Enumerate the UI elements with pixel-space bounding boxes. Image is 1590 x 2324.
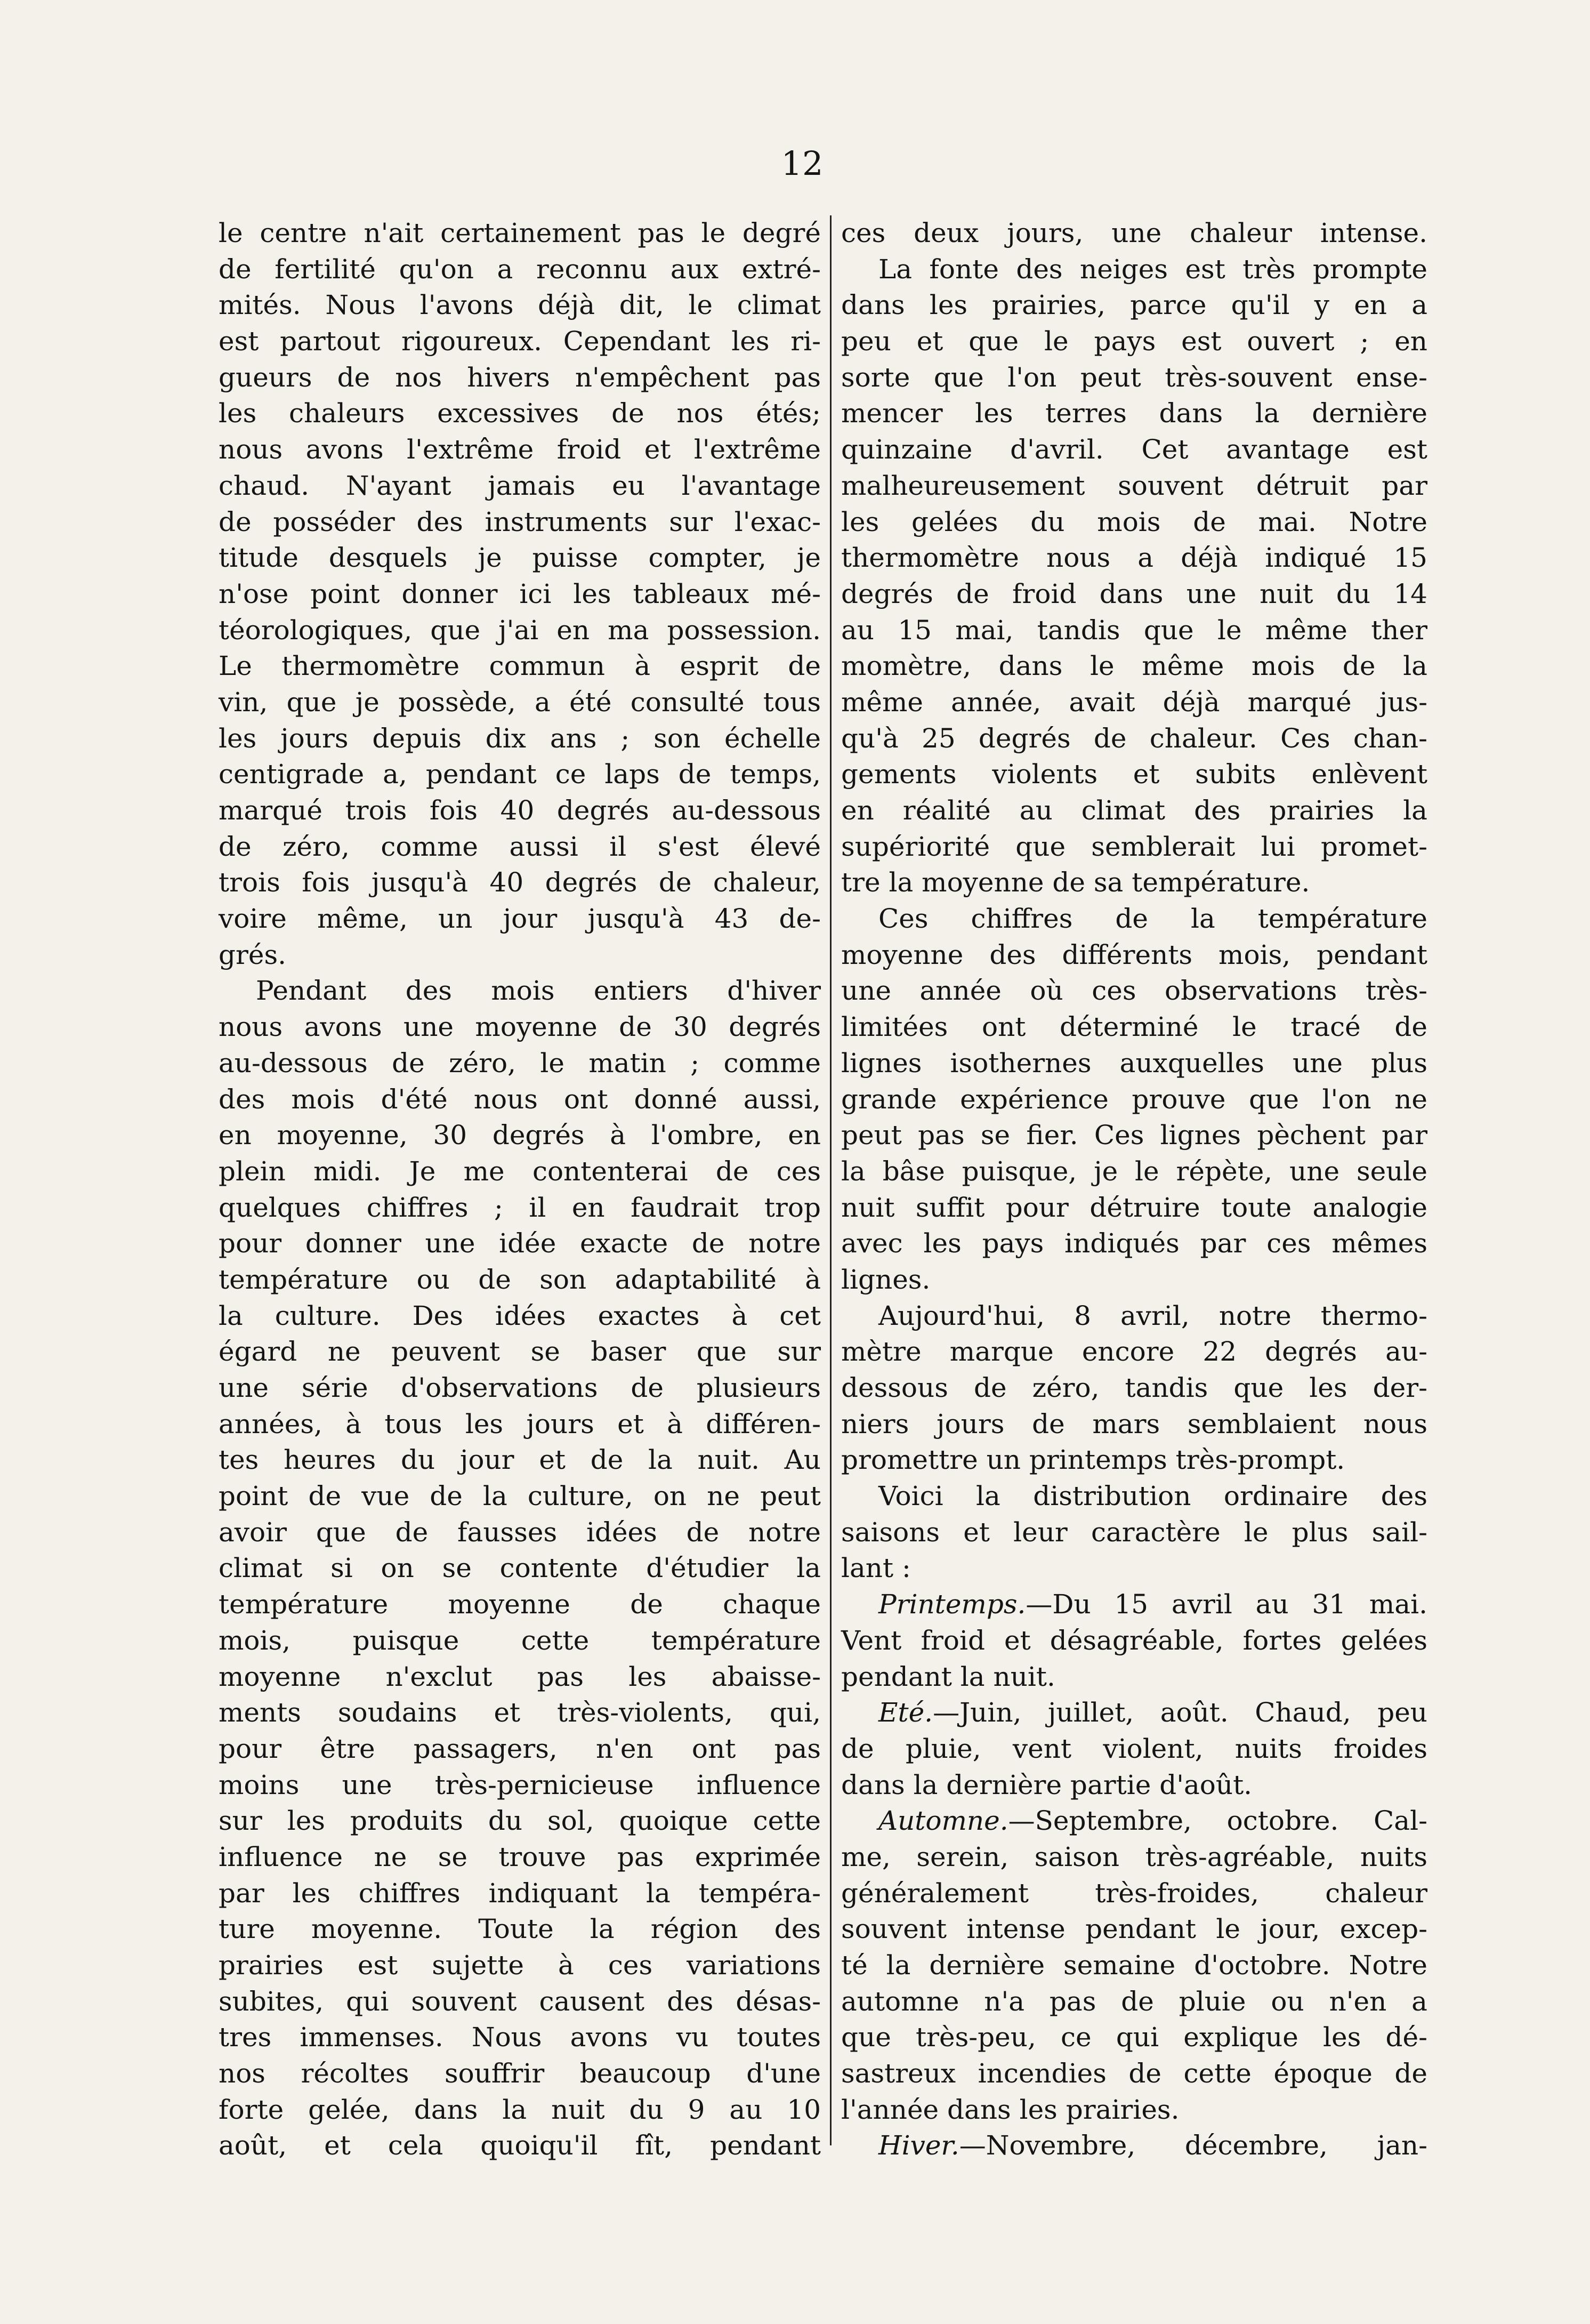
text-line: ture moyenne. Toute la région des: [219, 1913, 821, 1945]
text-line: de posséder des instruments sur l'exac-: [219, 506, 821, 537]
text-line: ments soudains et très-violents, qui,: [219, 1697, 821, 1728]
season-name: Hiver.: [878, 2130, 959, 2161]
text-line: de fertilité qu'on a reconnu aux extré-: [219, 253, 821, 285]
text-line: pour donner une idée exacte de notre: [219, 1228, 821, 1259]
left-column: [219, 215, 821, 2164]
text-line: forte gelée, dans la nuit du 9 au 10: [219, 2094, 821, 2125]
text-line: quelques chiffres ; il en faudrait trop: [219, 1192, 821, 1223]
text-line: en réalité au climat des prairies la: [841, 795, 1427, 826]
text-line: de pluie, vent violent, nuits froides: [841, 1733, 1427, 1764]
season-line: [841, 1803, 1427, 1839]
text-line: malheureusement souvent détruit par: [841, 470, 1427, 501]
text-line: la culture. Des idées exactes à cet: [219, 1300, 821, 1331]
text-line: peut pas se fier. Ces lignes pèchent par: [841, 1120, 1427, 1151]
text-line: souvent intense pendant le jour, excep-: [841, 1913, 1427, 1945]
text-line: Voici la distribution ordinaire des: [878, 1481, 1427, 1512]
text-line: gements violents et subits enlèvent: [841, 759, 1427, 790]
text-line: égard ne peuvent se baser que sur: [219, 1336, 821, 1368]
text-line: que très-peu, ce qui explique les dé-: [841, 2022, 1427, 2053]
season-line: [841, 1695, 1427, 1731]
text-line: niers jours de mars semblaient nous: [841, 1408, 1427, 1440]
text-line: thermomètre nous a déjà indiqué 15: [841, 542, 1427, 574]
text-line: voire même, un jour jusqu'à 43 de-: [219, 903, 821, 935]
text-line: au 15 mai, tandis que le même ther: [841, 614, 1427, 646]
text-line: supériorité que semblerait lui promet-: [841, 831, 1427, 862]
text-line: les chaleurs excessives de nos étés;: [219, 398, 821, 429]
text-line: la bâse puisque, je le répète, une seule: [841, 1155, 1427, 1187]
text-line: sastreux incendies de cette époque de: [841, 2058, 1427, 2089]
text-line: dans la dernière partie d'août.: [841, 1769, 1253, 1800]
text-line: par les chiffres indiquant la tempéra-: [219, 1877, 821, 1909]
text-line: nous avons une moyenne de 30 degrés: [219, 1011, 821, 1043]
text-line: La fonte des neiges est très prompte: [878, 253, 1427, 285]
text-line: les gelées du mois de mai. Notre: [841, 506, 1427, 537]
text-line: moyenne des différents mois, pendant: [841, 939, 1427, 970]
text-line: de zéro, comme aussi il s'est élevé: [219, 831, 821, 862]
text-line: une série d'observations de plusieurs: [219, 1372, 821, 1403]
text-line: n'ose point donner ici les tableaux mé-: [219, 578, 821, 609]
season-line: [841, 2128, 1427, 2164]
text-line: Ces chiffres de la température: [878, 903, 1427, 935]
text-line: nuit suffit pour détruire toute analogie: [841, 1192, 1427, 1223]
text-line: automne n'a pas de pluie ou n'en a: [841, 1985, 1427, 2017]
text-line: titude desquels je puisse compter, je: [219, 542, 821, 574]
text-line: avoir que de fausses idées de notre: [219, 1516, 821, 1548]
text-line: avec les pays indiqués par ces mêmes: [841, 1228, 1427, 1259]
text-line: degrés de froid dans une nuit du 14: [841, 578, 1427, 609]
text-line: influence ne se trouve pas exprimée: [219, 1841, 821, 1872]
text-line: août, et cela quoiqu'il fît, pendant: [219, 2130, 821, 2161]
text-line: même année, avait déjà marqué jus-: [841, 686, 1427, 718]
text-line: mencer les terres dans la dernière: [841, 398, 1427, 429]
text-line: des mois d'été nous ont donné aussi,: [219, 1083, 821, 1115]
text-line: sur les produits du sol, quoique cette: [219, 1805, 821, 1837]
text-line: l'année dans les prairies.: [841, 2094, 1180, 2125]
text-line: gueurs de nos hivers n'empêchent pas: [219, 361, 821, 393]
text-line: subites, qui souvent causent des désas-: [219, 1985, 821, 2017]
right-column: [841, 215, 1427, 2164]
text-line: téorologiques, que j'ai en ma possession.: [219, 614, 821, 646]
text-line: lignes.: [841, 1264, 931, 1295]
text-line: grande expérience prouve que l'on ne: [841, 1083, 1427, 1115]
text-line: chaud. N'ayant jamais eu l'avantage: [219, 470, 821, 501]
text-line: au-dessous de zéro, le matin ; comme: [219, 1047, 821, 1079]
text-line: centigrade a, pendant ce laps de temps,: [219, 759, 821, 790]
text-line: point de vue de la culture, on ne peut: [219, 1481, 821, 1512]
text-line: quinzaine d'avril. Cet avantage est: [841, 434, 1427, 465]
text-line: ces deux jours, une chaleur intense.: [841, 218, 1427, 248]
text-line: lant :: [841, 1553, 911, 1584]
text-line: mètre marque encore 22 degrés au-: [841, 1336, 1427, 1368]
text-line: en moyenne, 30 degrés à l'ombre, en: [219, 1120, 821, 1151]
text-line: nous avons l'extrême froid et l'extrême: [219, 434, 821, 465]
text-line: tres immenses. Nous avons vu toutes: [219, 2022, 821, 2053]
text-line: té la dernière semaine d'octobre. Notre: [841, 1950, 1427, 1981]
text-line: qu'à 25 degrés de chaleur. Ces chan-: [841, 722, 1427, 754]
text-line: limitées ont déterminé le tracé de: [841, 1011, 1427, 1043]
text-line: nos récoltes souffrir beaucoup d'une: [219, 2058, 821, 2089]
text-line: trois fois jusqu'à 40 degrés de chaleur,: [219, 867, 821, 898]
text-line: moyenne n'exclut pas les abaisse-: [219, 1661, 821, 1692]
text-line: momètre, dans le même mois de la: [841, 650, 1427, 682]
text-line: température ou de son adaptabilité à: [219, 1264, 821, 1295]
text-line: sorte que l'on peut très-souvent ense-: [841, 361, 1427, 393]
text-line: me, serein, saison très-agréable, nuits: [841, 1841, 1427, 1872]
text-line: le centre n'ait certainement pas le degré: [219, 218, 821, 248]
text-line: dessous de zéro, tandis que les der-: [841, 1372, 1427, 1403]
page-number: 12: [781, 144, 824, 183]
text-line: pour être passagers, n'en ont pas: [219, 1733, 821, 1764]
text-line: promettre un printemps très-prompt.: [841, 1444, 1345, 1476]
text-line: climat si on se contente d'étudier la: [219, 1553, 821, 1584]
text-line: tes heures du jour et de la nuit. Au: [219, 1444, 821, 1476]
text-line: les jours depuis dix ans ; son échelle: [219, 722, 821, 754]
text-line: pendant la nuit.: [841, 1661, 1055, 1692]
text-line: température moyenne de chaque: [219, 1589, 821, 1620]
season-text: —Novembre, décembre, jan-: [959, 2130, 1427, 2161]
column-divider: [830, 215, 832, 2145]
text-line: saisons et leur caractère le plus sail-: [841, 1516, 1427, 1548]
text-line: vin, que je possède, a été consulté tous: [219, 686, 821, 718]
text-line: peu et que le pays est ouvert ; en: [841, 326, 1427, 357]
season-text: —Septembre, octobre. Cal-: [1008, 1805, 1427, 1837]
text-line: généralement très-froides, chaleur: [841, 1877, 1427, 1909]
text-line: mités. Nous l'avons déjà dit, le climat: [219, 290, 821, 321]
text-line: grés.: [219, 939, 287, 970]
text-line: Aujourd'hui, 8 avril, notre thermo-: [878, 1300, 1427, 1331]
text-line: prairies est sujette à ces variations: [219, 1950, 821, 1981]
season-name: Automne.: [878, 1805, 1008, 1837]
text-line: tre la moyenne de sa température.: [841, 867, 1310, 898]
text-line: plein midi. Je me contenterai de ces: [219, 1155, 821, 1187]
text-line: Le thermomètre commun à esprit de: [219, 650, 821, 682]
text-line: marqué trois fois 40 degrés au-dessous: [219, 795, 821, 826]
season-name: Eté.: [878, 1697, 933, 1728]
season-text: —Du 15 avril au 31 mai.: [1026, 1589, 1427, 1620]
text-line: est partout rigoureux. Cependant les ri-: [219, 326, 821, 357]
text-line: lignes isothernes auxquelles une plus: [841, 1047, 1427, 1079]
text-line: une année où ces observations très-: [841, 975, 1427, 1007]
text-line: années, à tous les jours et à différen-: [219, 1408, 821, 1440]
season-text: —Juin, juillet, août. Chaud, peu: [933, 1697, 1427, 1728]
text-line: dans les prairies, parce qu'il y en a: [841, 290, 1427, 321]
text-line: Pendant des mois entiers d'hiver: [256, 975, 821, 1007]
text-line: moins une très-pernicieuse influence: [219, 1769, 821, 1800]
season-line: [841, 1587, 1427, 1623]
text-line: mois, puisque cette température: [219, 1625, 821, 1656]
season-name: Printemps.: [878, 1589, 1026, 1620]
text-line: Vent froid et désagréable, fortes gelées: [841, 1625, 1427, 1656]
